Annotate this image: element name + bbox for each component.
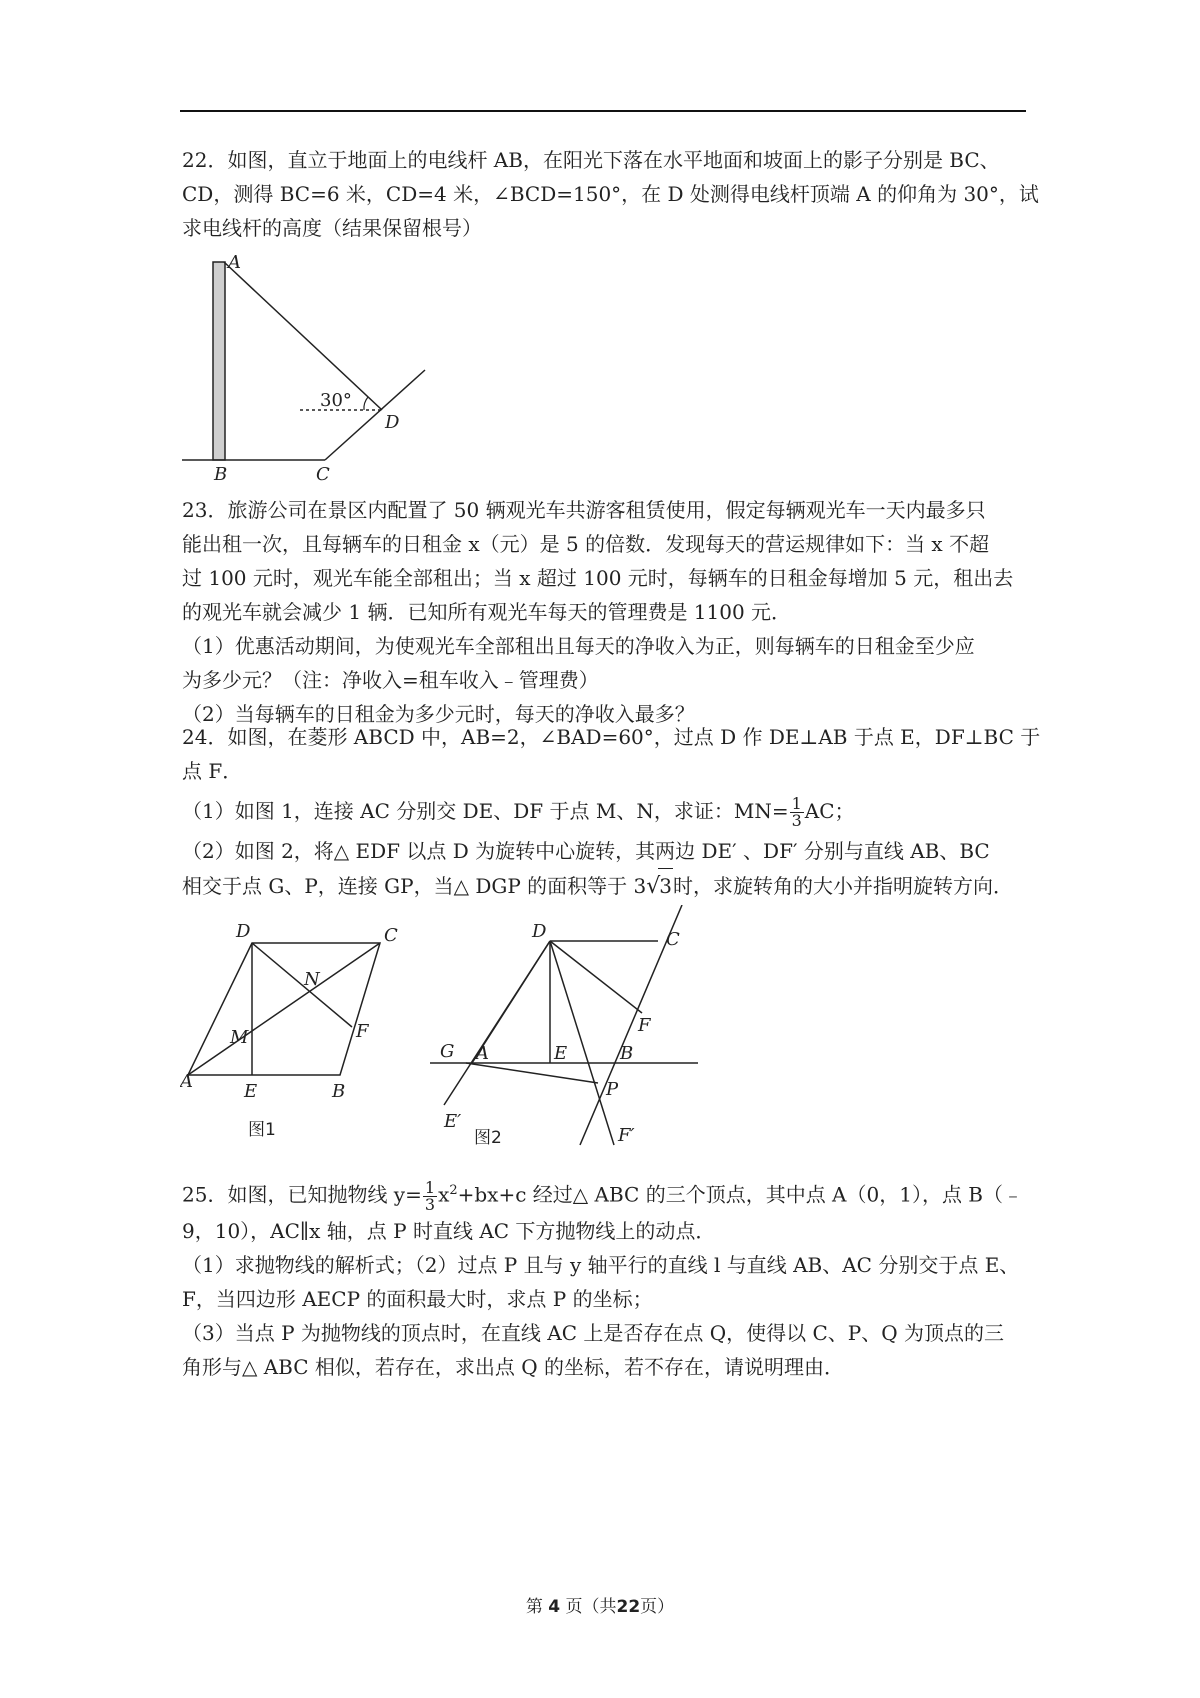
text-line: 过 100 元时，观光车能全部租出；当 x 超过 100 元时，每辆车的日租金每增加 5 元，租出去 (182, 566, 1014, 590)
text-line-part2: 相交于点 G、P，连接 GP，当△ DGP 的面积等于 3√3时，求旋转角的大小并指明旋转方向． (182, 868, 1026, 902)
label-a: A (180, 1071, 193, 1092)
question-22-text (182, 143, 1039, 245)
text-line: （2）如图 2，将△ EDF 以点 D 为旋转中心旋转，其两边 DE′ 、DF′ 分别与直线 AB、BC (182, 839, 990, 863)
figure-caption: 图2 (474, 1128, 502, 1148)
text-line: （1）求抛物线的解析式；（2）过点 P 且与 y 轴平行的直线 l 与直线 AB、AC 分别交于点 E、 (182, 1253, 1020, 1277)
segment-gp (466, 1063, 598, 1083)
label-f: F (356, 1021, 369, 1042)
label-f-prime: F′ (618, 1125, 635, 1146)
question-24-figure-2 (430, 905, 700, 1155)
header-rule (180, 110, 1026, 112)
text-line: 的观光车就会减少 1 辆．已知所有观光车每天的管理费是 1100 元． (182, 600, 792, 624)
text-line: 能出租一次，且每辆车的日租金 x（元）是 5 的倍数．发现每天的营运规律如下：当 x 不超 (182, 532, 990, 556)
label-e: E (244, 1081, 258, 1102)
question-25-text (182, 1168, 1026, 1384)
label-a: A (228, 252, 241, 273)
text-line: 9，10），AC∥x 轴，点 P 时直线 AC 下方抛物线上的动点． (182, 1219, 716, 1243)
fraction-one-third: $\frac{1}{3}$ (791, 794, 802, 830)
text-line: （2）当每辆车的日租金为多少元时，每天的净收入最多？ (182, 702, 695, 726)
ray-de-prime (444, 941, 550, 1105)
label-a: A (476, 1043, 489, 1064)
label-p: P (606, 1079, 619, 1100)
label-d: D (236, 921, 251, 942)
text-line: （1）优惠活动期间，为使观光车全部租出且每天的净收入为正，则每辆车的日租金至少应 (182, 634, 975, 658)
text-line: （3）当点 P 为抛物线的顶点时，在直线 AC 上是否存在点 Q，使得以 C、P、Q 为顶点的三 (182, 1321, 1004, 1345)
text-line: 23．旅游公司在景区内配置了 50 辆观光车共游客租赁使用，假定每辆观光车一天内最多只 (182, 498, 986, 522)
label-e: E (554, 1043, 568, 1064)
diagonal-ac (188, 943, 380, 1075)
text-line: CD，测得 BC=6 米，CD=4 米，∠BCD=150°，在 D 处测得电线杆顶端 A 的仰角为 30°，试 (182, 182, 1039, 206)
question-23-text (182, 493, 1026, 731)
slope-line (325, 370, 425, 460)
question-24-text (182, 720, 1041, 902)
label-b: B (620, 1043, 634, 1064)
question-24-figure-1 (180, 915, 410, 1145)
pole-rect (213, 262, 225, 460)
text-line-part1: （1）如图 1，连接 AC 分别交 DE、DF 于点 M、N，求证：MN= $\frac{1}{3}$ AC； (182, 794, 855, 830)
segment-df (550, 941, 642, 1013)
label-c: C (316, 464, 330, 485)
label-d: D (385, 412, 400, 433)
segment-df (252, 943, 352, 1027)
text-line: 求电线杆的高度（结果保留根号） (182, 216, 482, 240)
label-m: M (230, 1027, 249, 1048)
text-line: 角形与△ ABC 相似，若存在，求出点 Q 的坐标，若不存在，请说明理由． (182, 1355, 845, 1379)
text-line: 点 F． (182, 759, 243, 783)
sun-ray-line (224, 262, 382, 410)
figure-caption: 图1 (248, 1120, 276, 1140)
label-c: C (666, 929, 680, 950)
page-total: 22 (616, 1597, 641, 1617)
text-line: 24．如图，在菱形 ABCD 中，AB=2，∠BAD=60°，过点 D 作 DE⊥AB 于点 E，DF⊥BC 于 (182, 725, 1041, 749)
label-b: B (214, 464, 228, 485)
label-b: B (332, 1081, 346, 1102)
text-line: 22．如图，直立于地面上的电线杆 AB，在阳光下落在水平地面和坡面上的影子分别是 BC、 (182, 148, 1000, 172)
text-line: F，当四边形 AECP 的面积最大时，求点 P 的坐标； (182, 1287, 653, 1311)
angle-label: 30° (320, 390, 352, 411)
label-c: C (384, 925, 398, 946)
fraction-one-third: $\frac{1}{3}$ (424, 1177, 436, 1214)
label-d: D (532, 921, 547, 942)
angle-arc (364, 397, 368, 410)
question-22-figure (180, 250, 440, 485)
label-e-prime: E′ (444, 1111, 462, 1132)
label-g: G (440, 1041, 455, 1062)
sqrt-three: 3 (658, 868, 673, 903)
text-line-first: 25．如图，已知抛物线 y= $\frac{1}{3}$ $x^2+bx+c$ 经过△ ABC 的三个顶点，其中点 A（0，1），点 B（﹣ (182, 1177, 1023, 1214)
text-line: 为多少元？（注：净收入=租车收入﹣管理费） (182, 668, 599, 692)
page-footer: 第 4 页（共22页） (525, 1597, 675, 1617)
page-number: 4 (548, 1597, 561, 1617)
label-n: N (304, 969, 320, 990)
label-f: F (638, 1015, 651, 1036)
